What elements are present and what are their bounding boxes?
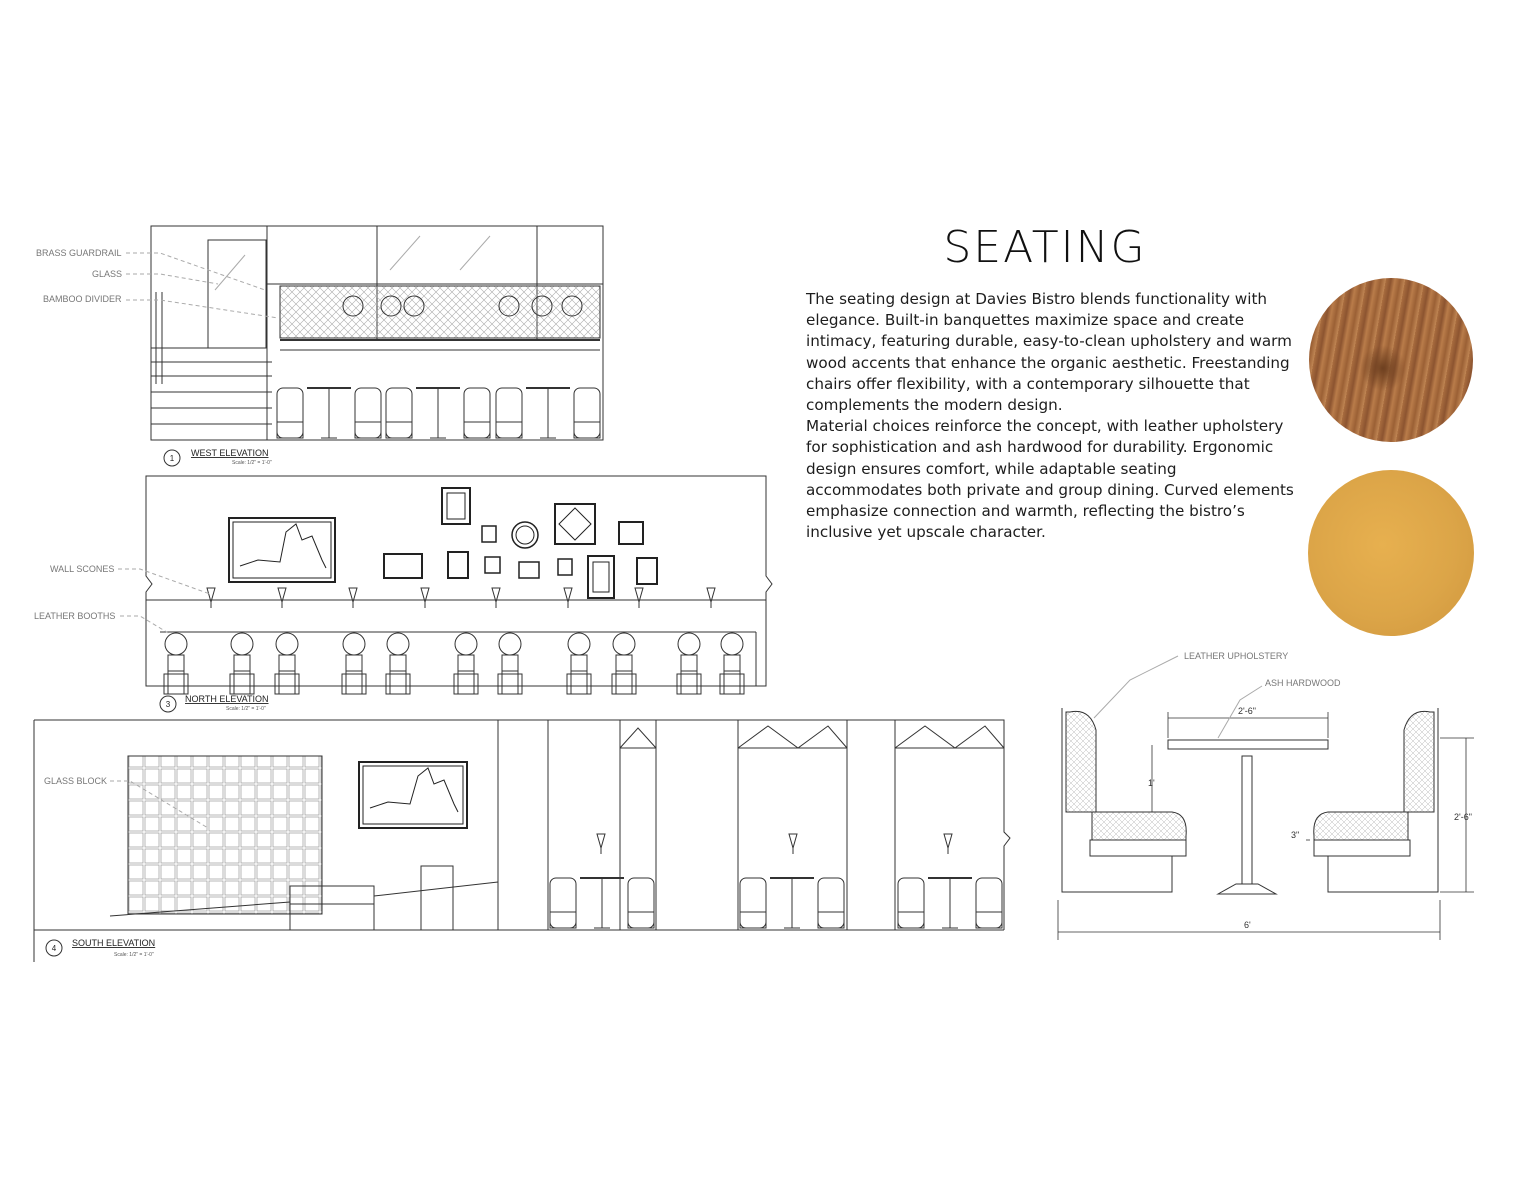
north-chairs (164, 633, 744, 694)
description-paragraph-1: The seating design at Davies Bistro blends functionality with elegance. Built-in banquettes maximize space and create intimacy, featuring durable, easy-to-clean upholstery and warm wood accents that enhance the organic aesthetic. Freestanding chairs offer flexibility, with a contemporary silhouette that complements the modern design. (806, 290, 1292, 415)
label-bamboo-divider: BAMBOO DIVIDER (43, 294, 122, 304)
west-elevation-number: 1 (169, 454, 175, 463)
label-ash-hardwood: ASH HARDWOOD (1265, 678, 1341, 688)
booth-section-detail (1058, 651, 1474, 940)
gallery-wall (384, 488, 657, 598)
south-elevation-number: 4 (51, 944, 57, 953)
bamboo-divider (280, 286, 600, 338)
dim-seat-height: 1' (1148, 778, 1155, 788)
wall-sconces (207, 588, 715, 608)
north-elevation-number: 3 (165, 700, 171, 709)
south-elevation (34, 720, 1010, 962)
dim-cushion: 3" (1291, 830, 1300, 840)
page-title: SEATING (943, 222, 1147, 273)
label-glass-block: GLASS BLOCK (44, 776, 108, 786)
label-leather-booths: LEATHER BOOTHS (34, 611, 116, 621)
dim-table-width: 2'-6" (1238, 706, 1256, 716)
description-paragraph-2: Material choices reinforce the concept, with leather upholstery for sophistication and ash hardwood for durability. Ergonomic design ensures comfort, while adaptable seating accommodates both private and group dining. Curved elements emphasize connection and warmth, reflecting the bistro’s inclusive yet upscale character. (806, 417, 1294, 542)
label-wall-scones: WALL SCONES (50, 564, 115, 574)
north-elevation (34, 476, 772, 712)
north-elevation-title: NORTH ELEVATION (185, 694, 269, 704)
glass-door (208, 240, 266, 348)
stairs (151, 292, 272, 424)
glass-block-wall (128, 756, 322, 914)
dim-booth-height: 2'-6" (1454, 812, 1472, 822)
south-elevation-scale: Scale: 1/2" = 1'-0" (114, 952, 154, 958)
dim-overall-width: 6' (1244, 920, 1251, 930)
west-elevation-title: WEST ELEVATION (191, 448, 269, 458)
west-elevation (36, 226, 603, 466)
north-elevation-scale: Scale: 1/2" = 1'-0" (226, 706, 266, 712)
south-elevation-title: SOUTH ELEVATION (72, 938, 156, 948)
label-leather-upholstery: LEATHER UPHOLSTERY (1184, 651, 1289, 661)
label-brass-guardrail: BRASS GUARDRAIL (36, 248, 122, 258)
ash-hardwood-table-top (1168, 740, 1328, 749)
west-elevation-scale: Scale: 1/2" = 1'-0" (232, 460, 272, 466)
label-glass: GLASS (92, 269, 123, 279)
